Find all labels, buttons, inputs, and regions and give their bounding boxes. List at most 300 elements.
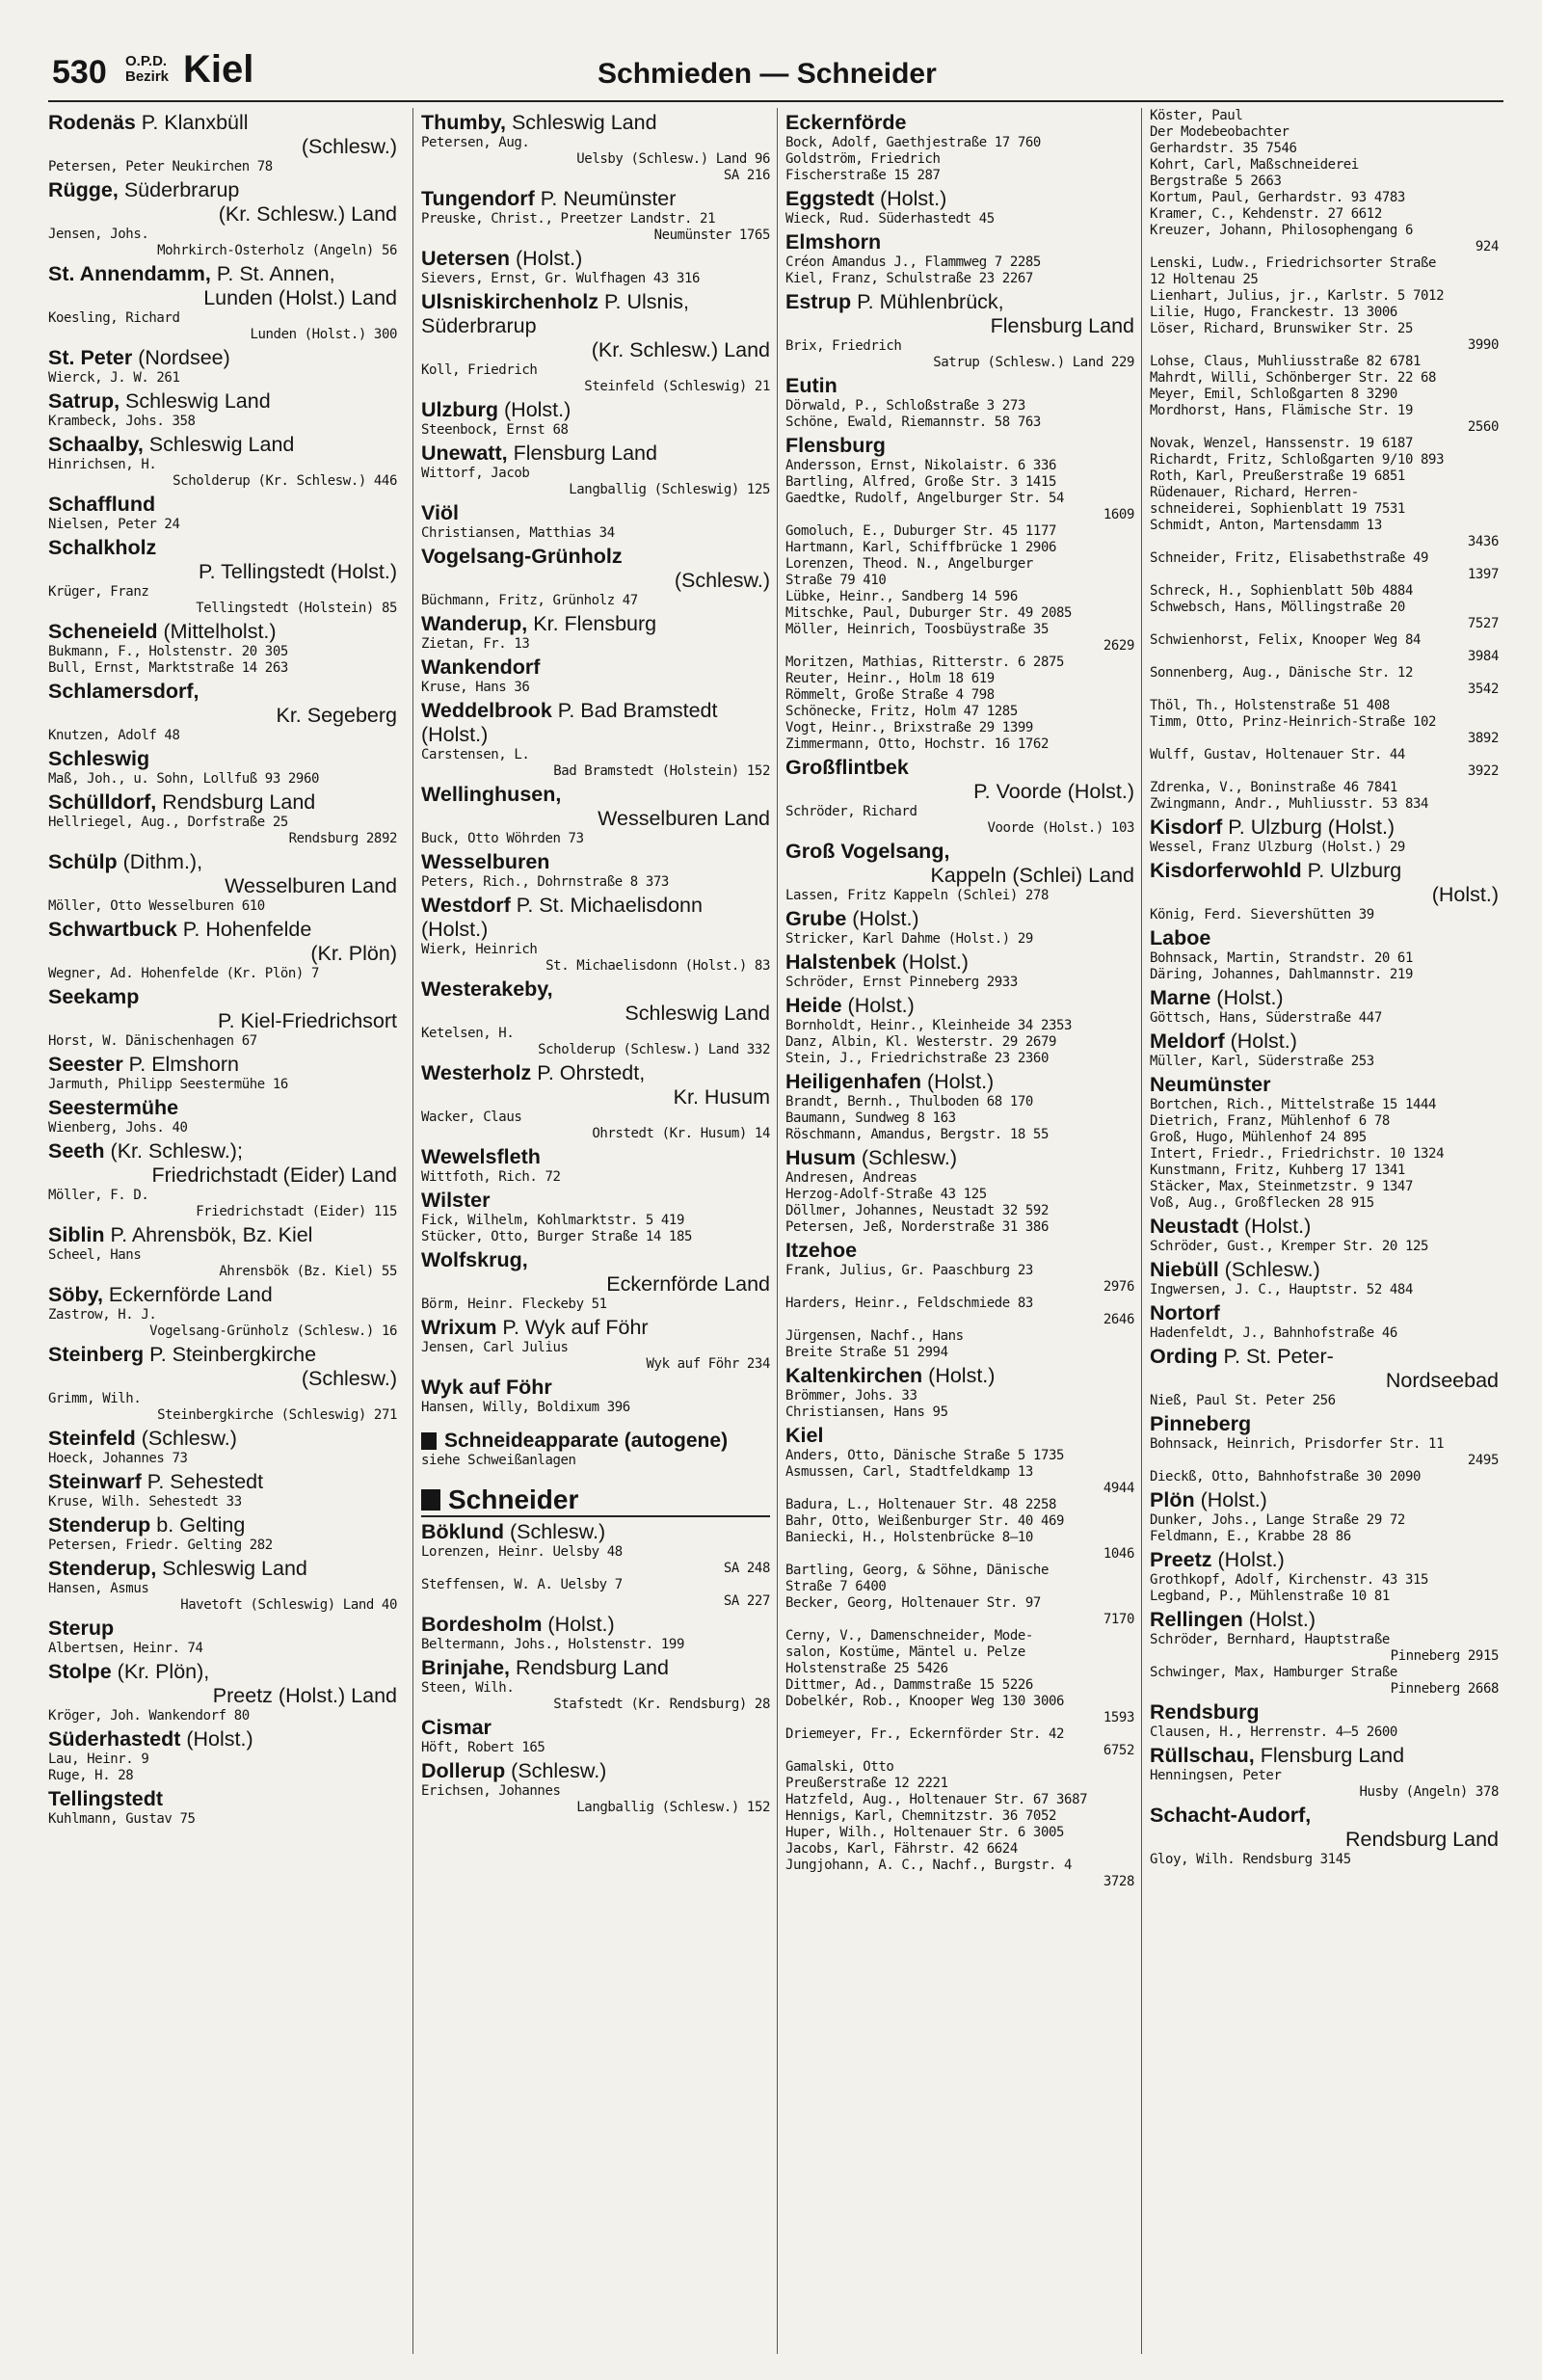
entry-text: Novak, Wenzel, Hanssenstr. 19 6187 — [1150, 436, 1413, 451]
place-name: Seester — [48, 1053, 123, 1076]
entry-text: Nielsen, Peter 24 — [48, 517, 180, 532]
place-heading — [48, 1427, 397, 1451]
entry-text: Baumann, Sundweg 8 163 — [785, 1110, 956, 1126]
place-name: Rellingen — [1150, 1608, 1243, 1631]
entry-text: Frank, Julius, Gr. Paaschburg 23 — [785, 1263, 1033, 1278]
entry-text: Mordhorst, Hans, Flämische Str. 19 — [1150, 403, 1413, 418]
entry-right: SA 227 — [723, 1593, 770, 1609]
listing-entry — [1150, 567, 1499, 583]
entry-right: 1593 — [1103, 1710, 1134, 1725]
entry-text: Ingwersen, J. C., Hauptstr. 52 484 — [1150, 1282, 1413, 1297]
place-name: Stenderup, — [48, 1557, 157, 1580]
place-line: Ulzburg (Holst.) — [421, 398, 572, 421]
district-city: Kiel — [183, 48, 254, 91]
place-line — [421, 545, 770, 569]
listing-entry — [785, 1841, 1134, 1858]
entry-text: Henningsen, Peter — [1150, 1768, 1282, 1783]
listing-entry — [785, 1170, 1134, 1187]
place-subline: Schleswig Land — [625, 1002, 770, 1025]
entry-right: Uelsby (Schlesw.) Land 96 — [576, 151, 770, 167]
listing-entry — [785, 1018, 1134, 1034]
place-name: Wankendorf — [421, 655, 541, 679]
opd-label — [125, 54, 169, 85]
place-subline: Wesselburen Land — [598, 807, 770, 830]
listing-entry — [1150, 1239, 1499, 1255]
place-line: Stenderup b. Gelting — [48, 1513, 246, 1537]
entry-text: Lorenzen, Heinr. Uelsby 48 — [421, 1544, 623, 1560]
place-heading — [1150, 1744, 1499, 1768]
place-name: Kisdorf — [1150, 816, 1223, 839]
listing-entry — [48, 1391, 397, 1424]
place-name: Unewatt, — [421, 441, 508, 465]
listing-entry — [1150, 1632, 1499, 1648]
place-line: Bordesholm (Holst.) — [421, 1613, 615, 1636]
entry-text: Müller, Karl, Süderstraße 253 — [1150, 1054, 1374, 1069]
entry-right: Ahrensbök (Bz. Kiel) 55 — [219, 1264, 397, 1279]
listing-entry — [1150, 321, 1499, 337]
listing-entry — [1150, 403, 1499, 419]
listing-entry — [421, 874, 770, 891]
place-name: St. Annendamm, — [48, 262, 211, 285]
listing-entry — [421, 211, 770, 244]
place-name: Schalkholz — [48, 536, 157, 559]
subsection-heading — [421, 1430, 770, 1453]
listing-entry — [421, 1026, 770, 1058]
place-heading — [48, 433, 397, 457]
place-heading — [1150, 1301, 1499, 1325]
listing-entry — [1150, 190, 1499, 206]
place-line: Kisdorferwohld P. Ulzburg — [1150, 859, 1402, 882]
entry-text: Voß, Aug., Großflecken 28 915 — [1150, 1195, 1374, 1211]
listing-entry — [1150, 1725, 1499, 1741]
place-heading — [48, 493, 397, 517]
place-name: Westerholz — [421, 1061, 532, 1084]
listing-entry — [48, 966, 397, 982]
listing-entry — [1150, 1282, 1499, 1298]
place-line: Böklund (Schlesw.) — [421, 1520, 606, 1543]
place-heading — [48, 1283, 397, 1307]
place-name: Flensburg — [785, 434, 886, 457]
entry-text: Dörwald, P., Schloßstraße 3 273 — [785, 398, 1025, 414]
entry-text: Horst, W. Dänischenhagen 67 — [48, 1033, 257, 1049]
listing-entry — [785, 1579, 1134, 1595]
place-name: Uetersen — [421, 247, 511, 270]
entry-text: Erichsen, Johannes — [421, 1783, 561, 1799]
place-line: Kisdorf P. Ulzburg (Holst.) — [1150, 816, 1396, 839]
listing-entry — [421, 1229, 770, 1245]
entry-right: 2976 — [1103, 1279, 1134, 1295]
listing-entry — [1150, 255, 1499, 272]
listing-entry — [785, 704, 1134, 720]
listing-entry — [1150, 632, 1499, 649]
entry-text: Schmidt, Anton, Martensdamm 13 — [1150, 518, 1382, 533]
listing-entry — [1150, 1325, 1499, 1342]
listing-entry — [48, 227, 397, 259]
entry-text: Christiansen, Hans 95 — [785, 1404, 948, 1420]
entry-text: Peters, Rich., Dohrnstraße 8 373 — [421, 874, 669, 890]
place-heading — [48, 620, 397, 644]
entry-text: Koesling, Richard — [48, 310, 180, 326]
place-heading — [48, 1470, 397, 1494]
entry-text: Gamalski, Otto — [785, 1759, 894, 1775]
entry-text: Dietrich, Franz, Mühlenhof 6 78 — [1150, 1113, 1390, 1129]
listing-entry — [785, 1563, 1134, 1579]
entry-text: Herzog-Adolf-Straße 43 125 — [785, 1187, 987, 1202]
place-line: St. Annendamm, P. St. Annen, — [48, 262, 335, 285]
place-name: Großflintbek — [785, 756, 909, 779]
place-heading — [421, 247, 770, 271]
listing-entry — [1150, 223, 1499, 239]
entry-text: Wierk, Heinrich — [421, 942, 538, 957]
entry-text: Bahr, Otto, Weißenburger Str. 40 469 — [785, 1513, 1065, 1529]
place-line: Steinfeld (Schlesw.) — [48, 1427, 237, 1450]
place-heading — [785, 1239, 1134, 1263]
place-heading — [48, 1139, 397, 1188]
place-heading — [421, 1189, 770, 1213]
entry-text: Bornholdt, Heinr., Kleinheide 34 2353 — [785, 1018, 1073, 1033]
entry-text: Badura, L., Holtenauer Str. 48 2258 — [785, 1497, 1057, 1512]
listing-entry — [421, 747, 770, 780]
place-name: Seekamp — [48, 985, 140, 1008]
listing-entry — [785, 1612, 1134, 1628]
entry-text: Beltermann, Johs., Holstenstr. 199 — [421, 1637, 684, 1652]
entry-right: Stafstedt (Kr. Rendsburg) 28 — [553, 1697, 770, 1712]
place-subline: (Kr. Schlesw.) Land — [591, 338, 770, 361]
place-name: Heide — [785, 994, 842, 1017]
entry-text: Wienberg, Johs. 40 — [48, 1120, 188, 1136]
place-name: Vogelsang-Grünholz — [421, 545, 623, 568]
place-name: Wanderup, — [421, 612, 528, 635]
place-name: Rüllschau, — [1150, 1744, 1255, 1767]
entry-text: Jungjohann, A. C., Nachf., Burgstr. 4 — [785, 1858, 1073, 1873]
entry-text: Danz, Albin, Kl. Westerstr. 29 2679 — [785, 1034, 1057, 1050]
place-name: Seestermühe — [48, 1096, 179, 1119]
entry-text: Preuske, Christ., Preetzer Landstr. 21 — [421, 211, 716, 227]
place-subline: P. Kiel-Friedrichsort — [218, 1009, 397, 1032]
listing-entry — [785, 720, 1134, 736]
place-line: Rodenäs P. Klanxbüll — [48, 111, 249, 134]
listing-entry — [421, 1110, 770, 1142]
place-line — [48, 747, 397, 771]
listing-entry — [48, 584, 397, 617]
entry-text: Kunstmann, Fritz, Kuhberg 17 1341 — [1150, 1163, 1405, 1178]
place-name: Plön — [1150, 1488, 1195, 1511]
place-heading — [785, 434, 1134, 458]
place-name: Meldorf — [1150, 1030, 1225, 1053]
entry-text: Harders, Heinr., Feldschmiede 83 — [785, 1296, 1033, 1311]
entry-text: Schröder, Gust., Kremper Str. 20 125 — [1150, 1239, 1429, 1254]
listing-entry — [1150, 780, 1499, 796]
entry-right: 2629 — [1103, 638, 1134, 654]
place-line — [421, 1716, 770, 1740]
place-line — [1150, 1412, 1499, 1436]
listing-entry — [785, 1464, 1134, 1481]
place-heading — [48, 1617, 397, 1641]
place-name: Grube — [785, 907, 847, 930]
listing-entry — [48, 457, 397, 490]
place-heading — [1150, 986, 1499, 1010]
entry-right: Mohrkirch-Osterholz (Angeln) 56 — [157, 243, 397, 258]
listing-entry — [421, 1297, 770, 1313]
place-line: Neustadt (Holst.) — [1150, 1215, 1312, 1238]
place-line: Westerholz P. Ohrstedt, — [421, 1061, 646, 1084]
listing-entry — [1150, 796, 1499, 813]
place-name: Tungendorf — [421, 187, 535, 210]
listing-entry — [785, 573, 1134, 589]
listing-entry — [785, 1694, 1134, 1710]
listing-entry — [1150, 1010, 1499, 1027]
place-heading — [421, 501, 770, 525]
listing-entry — [1150, 1054, 1499, 1070]
place-name: Estrup — [785, 290, 852, 313]
entry-text: Petersen, Peter Neukirchen 78 — [48, 159, 273, 174]
listing-entry — [785, 1858, 1134, 1874]
listing-entry — [1150, 1130, 1499, 1146]
entry-text: Brömmer, Johs. 33 — [785, 1388, 917, 1404]
listing-entry — [785, 523, 1134, 540]
place-heading — [785, 374, 1134, 398]
listing-entry — [1150, 108, 1499, 124]
entry-text: Buck, Otto Wöhrden 73 — [421, 831, 584, 846]
listing-entry — [1150, 1163, 1499, 1179]
place-line — [785, 840, 1134, 864]
place-name: Steinfeld — [48, 1427, 136, 1450]
place-name: Ulsniskirchenholz — [421, 290, 598, 313]
place-name: Tellingstedt — [48, 1787, 164, 1810]
entry-text: Nieß, Paul St. Peter 256 — [1150, 1393, 1336, 1408]
entry-right: 3542 — [1467, 682, 1499, 697]
entry-text: Lübke, Heinr., Sandberg 14 596 — [785, 589, 1018, 604]
listing-entry — [1150, 436, 1499, 452]
entry-text: Albertsen, Heinr. 74 — [48, 1641, 203, 1656]
entry-right: 2646 — [1103, 1312, 1134, 1327]
entry-text: Bukmann, F., Holstenstr. 20 305 — [48, 644, 288, 659]
listing-entry — [421, 1400, 770, 1416]
place-line: Marne (Holst.) — [1150, 986, 1284, 1009]
place-line — [785, 1239, 1134, 1263]
listing-entry — [48, 1188, 397, 1220]
entry-text: Röschmann, Amandus, Bergstr. 18 55 — [785, 1127, 1049, 1142]
entry-text: Hellriegel, Aug., Dorfstraße 25 — [48, 815, 288, 830]
listing-entry — [785, 414, 1134, 431]
entry-text: Sonnenberg, Aug., Dänische Str. 12 — [1150, 665, 1413, 681]
entry-text: Straße 7 6400 — [785, 1579, 887, 1594]
entry-right: 2560 — [1467, 419, 1499, 435]
place-line: Söby, Eckernförde Land — [48, 1283, 273, 1306]
listing-entry — [785, 1710, 1134, 1726]
listing-entry — [421, 525, 770, 542]
place-heading — [421, 290, 770, 362]
place-line: Wanderup, Kr. Flensburg — [421, 612, 657, 635]
entry-text: Schröder, Ernst Pinneberg 2933 — [785, 975, 1018, 990]
place-subline: Nordseebad — [1385, 1369, 1499, 1392]
listing-entry — [421, 942, 770, 975]
listing-entry — [48, 1708, 397, 1725]
listing-entry — [1150, 1589, 1499, 1605]
entry-text: Christiansen, Matthias 34 — [421, 525, 615, 541]
listing-entry — [1150, 1852, 1499, 1868]
entry-text: Holstenstraße 25 5426 — [785, 1661, 948, 1676]
place-name: St. Peter — [48, 346, 133, 369]
place-name: Rendsburg — [1150, 1700, 1260, 1724]
listing-entry — [48, 370, 397, 387]
place-line: Schülp (Dithm.), — [48, 850, 203, 873]
entry-text: Hartmann, Karl, Schiffbrücke 1 2906 — [785, 540, 1057, 555]
entry-text: Bartling, Georg, & Söhne, Dänische — [785, 1563, 1049, 1578]
listing-entry — [48, 1581, 397, 1614]
entry-text: Schöne, Ewald, Riemannstr. 58 763 — [785, 414, 1041, 430]
place-line: Plön (Holst.) — [1150, 1488, 1267, 1511]
entry-text: Jensen, Johs. — [48, 227, 149, 242]
place-line: Stenderup, Schleswig Land — [48, 1557, 307, 1580]
place-subline: P. Voorde (Holst.) — [973, 780, 1134, 803]
place-name: Niebüll — [1150, 1258, 1219, 1281]
entry-text: Schröder, Bernhard, Hauptstraße — [1150, 1632, 1390, 1647]
place-name: Rodenäs — [48, 111, 136, 134]
listing-entry — [1150, 1195, 1499, 1212]
place-heading — [1150, 859, 1499, 907]
entry-text: Lohse, Claus, Muhliusstraße 82 6781 — [1150, 354, 1422, 369]
entry-text: Kramer, C., Kehdenstr. 27 6612 — [1150, 206, 1382, 222]
listing-entry — [48, 771, 397, 788]
listing-entry — [1150, 1665, 1499, 1681]
place-line — [421, 977, 770, 1002]
entry-right: 2495 — [1467, 1453, 1499, 1468]
place-line: Seester P. Elmshorn — [48, 1053, 240, 1076]
entry-right: Pinneberg 2668 — [1390, 1681, 1499, 1697]
place-line — [48, 1096, 397, 1120]
place-heading — [48, 111, 397, 159]
entry-right: Rendsburg 2892 — [288, 831, 397, 846]
listing-entry — [48, 1752, 397, 1768]
listing-entry — [1150, 272, 1499, 288]
place-heading — [48, 747, 397, 771]
place-line: Niebüll (Schlesw.) — [1150, 1258, 1320, 1281]
entry-right: 6752 — [1103, 1743, 1134, 1758]
place-subline: (Kr. Schlesw.) Land — [218, 202, 397, 226]
entry-right: Husby (Angeln) 378 — [1359, 1784, 1499, 1800]
place-line: Schülldorf, Rendsburg Land — [48, 790, 316, 814]
entry-text: Hatzfeld, Aug., Holtenauer Str. 67 3687 — [785, 1792, 1088, 1807]
entry-text: Kruse, Hans 36 — [421, 680, 530, 695]
listing-entry — [785, 1263, 1134, 1296]
entry-text: Ketelsen, H. — [421, 1026, 515, 1041]
place-line: Westdorf P. St. Michaelisdonn (Holst.) — [421, 894, 703, 941]
listing-entry — [1150, 907, 1499, 923]
place-line: Süderhastedt (Holst.) — [48, 1727, 253, 1751]
place-line — [785, 434, 1134, 458]
place-name: Elmshorn — [785, 230, 882, 254]
entry-right: Steinbergkirche (Schleswig) 271 — [157, 1407, 397, 1423]
listing-entry — [48, 1641, 397, 1657]
place-line: Heide (Holst.) — [785, 994, 915, 1017]
place-name: Weddelbrook — [421, 699, 552, 722]
place-heading — [1150, 1700, 1499, 1725]
entry-text: Mitschke, Paul, Duburger Str. 49 2085 — [785, 605, 1073, 621]
entry-text: Kruse, Wilh. Sehestedt 33 — [48, 1494, 242, 1510]
entry-text: Zdrenka, V., Boninstraße 46 7841 — [1150, 780, 1397, 795]
place-name: Schafflund — [48, 493, 156, 516]
place-name: Marne — [1150, 986, 1211, 1009]
place-subline: Kr. Husum — [673, 1085, 770, 1109]
place-heading — [1150, 1030, 1499, 1054]
entry-text: Krüger, Franz — [48, 584, 149, 600]
listing-entry — [1150, 468, 1499, 485]
listing-entry — [48, 1811, 397, 1828]
place-name: Sterup — [48, 1617, 115, 1640]
entry-text: schneiderei, Sophienblatt 19 7531 — [1150, 501, 1405, 517]
place-heading — [48, 790, 397, 815]
entry-text: Gomoluch, E., Duburger Str. 45 1177 — [785, 523, 1057, 539]
listing-entry — [48, 1451, 397, 1467]
place-heading — [48, 1727, 397, 1752]
entry-text: Wulff, Gustav, Holtenauer Str. 44 — [1150, 747, 1405, 762]
place-name: Pinneberg — [1150, 1412, 1252, 1435]
entry-text: Clausen, H., Herrenstr. 4—5 2600 — [1150, 1725, 1397, 1740]
place-heading — [48, 262, 397, 310]
listing-entry — [1150, 387, 1499, 403]
column-1 — [48, 108, 397, 2354]
entry-text: Bohnsack, Heinrich, Prisdorfer Str. 11 — [1150, 1436, 1445, 1452]
place-line: Siblin P. Ahrensbök, Bz. Kiel — [48, 1223, 313, 1246]
listing-entry — [785, 1825, 1134, 1841]
entry-right: Pinneberg 2915 — [1390, 1648, 1499, 1664]
place-line: Rüllschau, Flensburg Land — [1150, 1744, 1405, 1767]
listing-entry — [1150, 1469, 1499, 1485]
entry-right: 4944 — [1103, 1481, 1134, 1496]
place-line: Rügge, Süderbrarup — [48, 178, 240, 201]
place-heading — [785, 840, 1134, 888]
place-subline: Kr. Segeberg — [276, 704, 397, 727]
entry-right: 1046 — [1103, 1546, 1134, 1562]
place-line: Satrup, Schleswig Land — [48, 389, 271, 413]
listing-entry — [785, 638, 1134, 655]
place-line: Eggstedt (Holst.) — [785, 187, 947, 210]
listing-entry — [785, 507, 1134, 523]
entry-text: Wegner, Ad. Hohenfelde (Kr. Plön) 7 — [48, 966, 320, 981]
place-line: Wrixum P. Wyk auf Föhr — [421, 1316, 649, 1339]
place-heading — [48, 985, 397, 1033]
entry-text: Jacobs, Karl, Fährstr. 42 6624 — [785, 1841, 1018, 1857]
entry-text: Hinrichsen, H. — [48, 457, 157, 472]
listing-entry — [785, 1187, 1134, 1203]
listing-entry — [48, 728, 397, 744]
place-line: Stolpe (Kr. Plön), — [48, 1660, 210, 1683]
listing-entry — [785, 491, 1134, 507]
listing-entry — [421, 271, 770, 287]
listing-entry — [785, 1743, 1134, 1759]
place-heading — [421, 187, 770, 211]
page-title: Schmieden — Schneider — [598, 58, 937, 90]
place-line — [48, 1787, 397, 1811]
entry-text: Däring, Johannes, Dahlmannstr. 219 — [1150, 967, 1413, 982]
place-line — [421, 655, 770, 680]
place-subline: (Kr. Plön) — [310, 942, 397, 965]
place-heading — [785, 1070, 1134, 1094]
place-subline: Preetz (Holst.) Land — [212, 1684, 397, 1707]
listing-entry — [785, 1759, 1134, 1776]
place-line — [48, 536, 397, 560]
listing-entry — [785, 1628, 1134, 1645]
listing-entry — [1150, 419, 1499, 436]
place-name: Wellinghusen, — [421, 783, 562, 806]
listing-entry — [1150, 206, 1499, 223]
listing-entry — [1150, 600, 1499, 616]
place-name: Schwartbuck — [48, 918, 177, 941]
entry-right: 924 — [1475, 239, 1499, 254]
listing-entry — [48, 1768, 397, 1784]
entry-text: Créon Amandus J., Flammweg 7 2285 — [785, 254, 1041, 270]
